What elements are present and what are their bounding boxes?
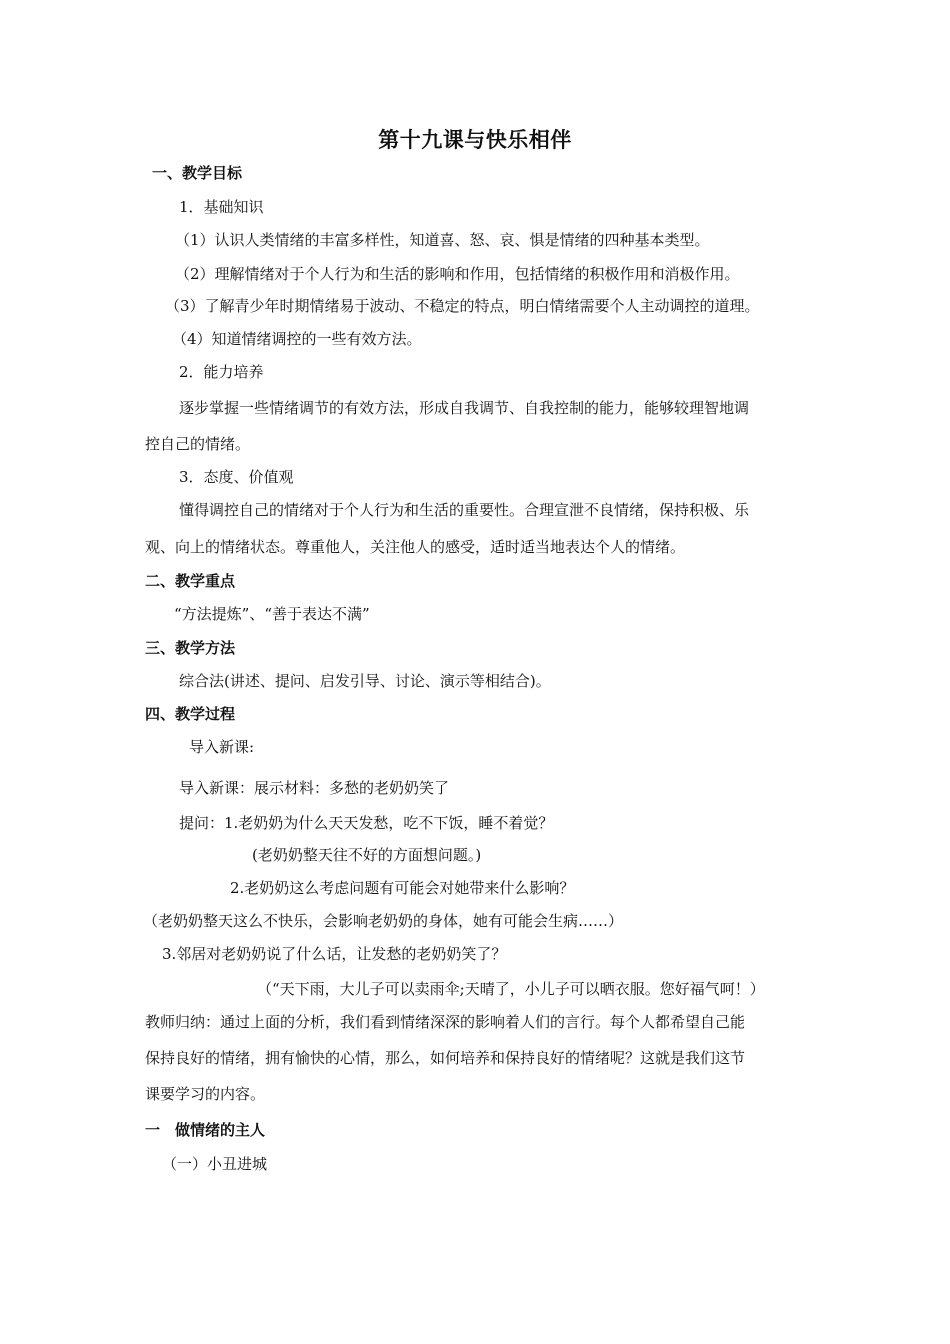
paragraph: （4）知道情绪调控的一些有效方法。 bbox=[172, 330, 422, 348]
subheading-clown: （一）小丑进城 bbox=[162, 1155, 268, 1173]
section-heading-methods: 三、教学方法 bbox=[145, 639, 236, 657]
section-heading-teaching-goals: 一、教学目标 bbox=[152, 164, 243, 182]
paragraph: 导入新课: bbox=[189, 738, 255, 756]
paragraph: 教师归纳：通过上面的分析，我们看到情绪深深的影响着人们的言行。每个人都希望自己能 bbox=[145, 1013, 746, 1031]
question: 3.邻居对老奶奶说了什么话，让发愁的老奶奶笑了？ bbox=[162, 945, 507, 963]
question: 2.老奶奶这么考虑问题有可能会对她带来什么影响？ bbox=[230, 879, 575, 897]
page-title: 第十九课与快乐相伴 bbox=[378, 128, 572, 152]
subheading-ability: 2．能力培养 bbox=[179, 363, 264, 381]
section-heading-key-points: 二、教学重点 bbox=[145, 572, 236, 590]
paragraph: 逐步掌握一些情绪调节的有效方法，形成自我调节、自我控制的能力，能够较理智地调 bbox=[179, 399, 750, 417]
answer: (老奶奶整天往不好的方面想问题。) bbox=[252, 846, 482, 864]
paragraph: 导入新课：展示材料：多愁的老奶奶笑了 bbox=[179, 779, 450, 797]
paragraph: 课要学习的内容。 bbox=[145, 1085, 266, 1103]
paragraph: 懂得调控自己的情绪对于个人行为和生活的重要性。合理宣泄不良情绪，保持积极、乐 bbox=[179, 501, 750, 519]
paragraph: 控自己的情绪。 bbox=[145, 435, 251, 453]
question: 提问：1.老奶奶为什么天天发愁，吃不下饭，睡不着觉？ bbox=[179, 814, 554, 832]
paragraph: 保持良好的情绪，拥有愉快的心情，那么，如何培养和保持良好的情绪呢？这就是我们这节 bbox=[145, 1049, 746, 1067]
paragraph: 观、向上的情绪状态。尊重他人，关注他人的感受，适时适当地表达个人的情绪。 bbox=[145, 538, 686, 556]
section-heading-process: 四、教学过程 bbox=[145, 705, 236, 723]
paragraph: （2）理解情绪对于个人行为和生活的影响和作用，包括情绪的积极作用和消极作用。 bbox=[175, 265, 740, 283]
paragraph: （1）认识人类情绪的丰富多样性，知道喜、怒、哀、惧是情绪的四种基本类型。 bbox=[175, 231, 710, 249]
paragraph: “方法提炼”、“善于表达不满” bbox=[174, 605, 370, 623]
answer: （“天下雨，大儿子可以卖雨伞;天晴了，小儿子可以晒衣服。您好福气呵！） bbox=[257, 980, 765, 998]
section-heading-emotion-master: 一 做情绪的主人 bbox=[145, 1121, 266, 1139]
paragraph: 综合法(讲述、提问、启发引导、讨论、演示等相结合)。 bbox=[179, 672, 551, 690]
subheading-attitude: 3．态度、价值观 bbox=[179, 468, 294, 486]
subheading-basic-knowledge: 1．基础知识 bbox=[179, 198, 264, 216]
answer: （老奶奶整天这么不快乐，会影响老奶奶的身体，她有可能会生病……） bbox=[143, 912, 624, 930]
paragraph: （3）了解青少年时期情绪易于波动、不稳定的特点，明白情绪需要个人主动调控的道理。 bbox=[165, 297, 760, 315]
